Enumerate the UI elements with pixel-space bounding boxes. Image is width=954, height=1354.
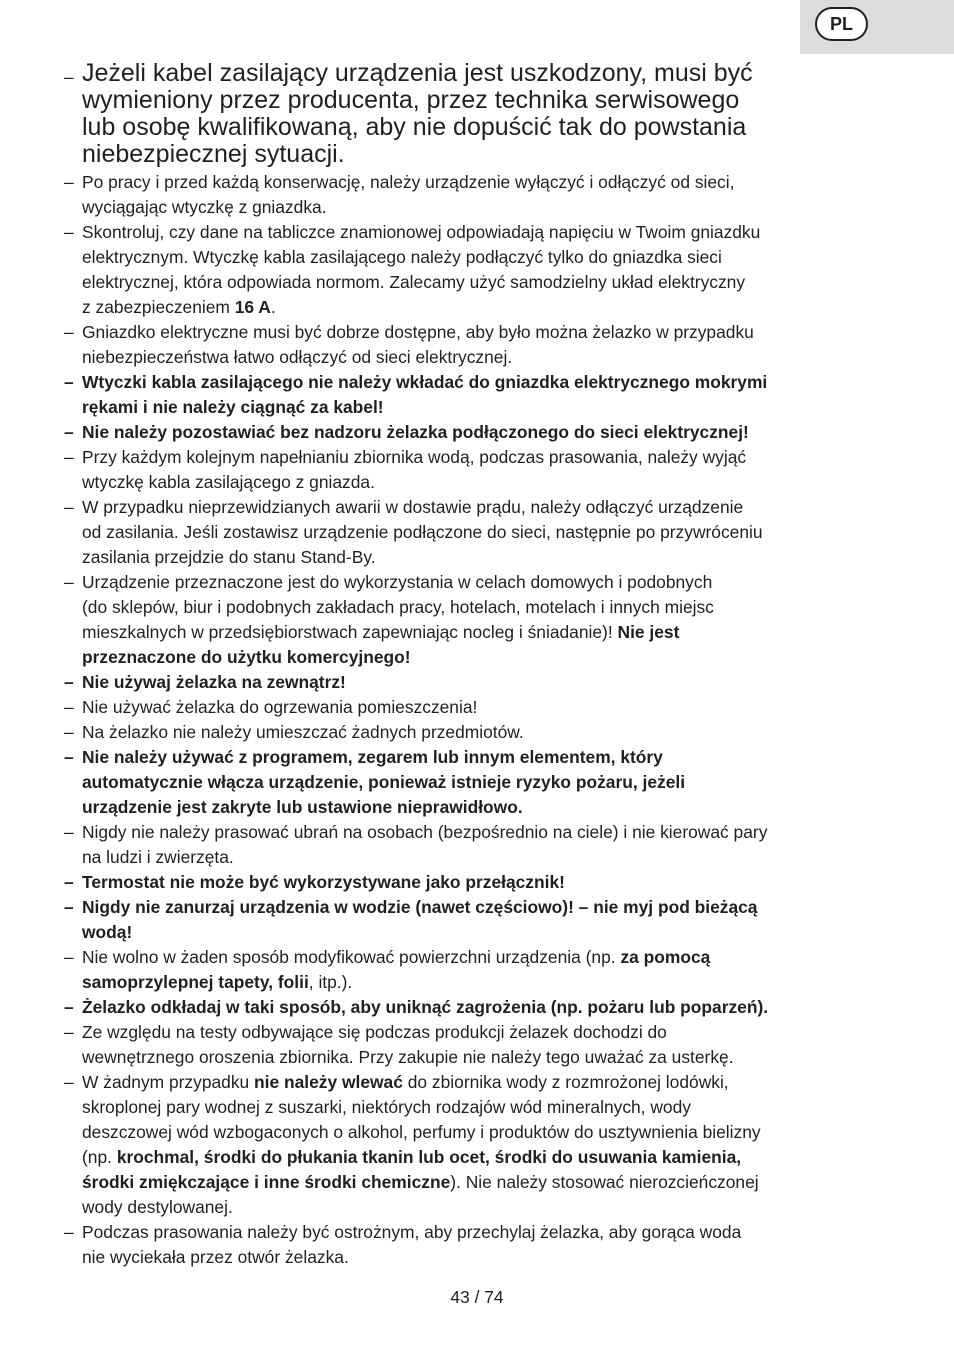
instruction-line <box>82 945 904 970</box>
instruction-item <box>64 60 904 168</box>
instruction-item <box>64 895 904 945</box>
instruction-line <box>82 295 904 320</box>
instruction-line <box>82 670 904 695</box>
instruction-line <box>82 395 904 420</box>
instruction-line <box>82 695 904 720</box>
text-segment: ). Nie należy stosować nierozcieńczonej <box>450 1172 759 1192</box>
instruction-line <box>82 220 904 245</box>
text-segment: Urządzenie przeznaczone jest do wykorzystania w celach domowych i podobnych <box>82 572 713 592</box>
text-segment: od zasilania. Jeśli zostawisz urządzenie podłączone do sieci, następnie po przywróceniu <box>82 522 763 542</box>
instruction-item <box>64 495 904 570</box>
text-segment: Nie należy pozostawiać bez nadzoru żelazka podłączonego do sieci elektrycznej! <box>82 422 749 442</box>
text-segment: Nie używać żelazka do ogrzewania pomieszczenia! <box>82 697 478 717</box>
instruction-line <box>82 114 904 141</box>
text-segment: wody destylowanej. <box>82 1197 233 1217</box>
text-segment: Nigdy nie zanurzaj urządzenia w wodzie (nawet częściowo)! – nie myj pod bieżącą <box>82 897 758 917</box>
dash-bullet: – <box>64 422 74 442</box>
instruction-item <box>64 870 904 895</box>
text-segment: urządzenie jest zakryte lub ustawione nieprawidłowo. <box>82 797 523 817</box>
instruction-item <box>64 420 904 445</box>
text-segment: Po pracy i przed każdą konserwację, należy urządzenie wyłączyć i odłączyć od sieci, <box>82 172 735 192</box>
text-segment: Nigdy nie należy prasować ubrań na osobach (bezpośrednio na ciele) i nie kierować pary <box>82 822 768 842</box>
instruction-line <box>82 595 904 620</box>
text-segment: lub osobę kwalifikowaną, aby nie dopuścić tak do powstania <box>82 113 747 141</box>
instruction-item <box>64 995 904 1020</box>
text-segment: elektrycznym. Wtyczkę kabla zasilającego należy podłączyć tylko do gniazdka sieci <box>82 247 722 267</box>
text-segment: rękami i nie należy ciągnąć za kabel! <box>82 397 384 417</box>
instruction-line <box>82 1095 904 1120</box>
text-segment: Nie wolno w żaden sposób modyfikować powierzchni urządzenia (np. <box>82 947 621 967</box>
bold-text: za pomocą <box>620 947 711 967</box>
instruction-item <box>64 170 904 220</box>
dash-bullet: – <box>64 447 74 467</box>
dash-bullet: – <box>64 822 74 842</box>
dash-bullet: – <box>64 722 74 742</box>
instruction-line <box>82 87 904 114</box>
instruction-item <box>64 820 904 870</box>
instruction-item <box>64 720 904 745</box>
text-segment: W żadnym przypadku <box>82 1072 255 1092</box>
text-segment: (do sklepów, biur i podobnych zakładach pracy, hotelach, motelach i innych miejsc <box>82 597 714 617</box>
instruction-line <box>82 1045 904 1070</box>
dash-bullet: – <box>64 67 74 87</box>
instruction-line <box>82 445 904 470</box>
dash-bullet: – <box>64 172 74 192</box>
instruction-line <box>82 845 904 870</box>
instruction-item <box>64 1070 904 1220</box>
instruction-line <box>82 545 904 570</box>
text-segment: Termostat nie może być wykorzystywane jako przełącznik! <box>82 872 565 892</box>
instruction-line <box>82 1195 904 1220</box>
instruction-line <box>82 420 904 445</box>
dash-bullet: – <box>64 1222 74 1242</box>
bold-text: środki zmiękczające i inne środki chemiczne <box>82 1172 451 1192</box>
text-segment: Podczas prasowania należy być ostrożnym, aby przechylaj żelazka, aby gorąca woda <box>82 1222 742 1242</box>
text-segment: Nie należy używać z programem, zegarem lub innym elementem, który <box>82 747 663 767</box>
instruction-item <box>64 445 904 495</box>
text-segment: nie wyciekała przez otwór żelazka. <box>82 1247 349 1267</box>
text-segment: elektrycznej, która odpowiada normom. Zalecamy użyć samodzielny układ elektryczny <box>82 272 746 292</box>
dash-bullet: – <box>64 897 74 917</box>
dash-bullet: – <box>64 322 74 342</box>
instruction-item <box>64 370 904 420</box>
instruction-line <box>82 570 904 595</box>
dash-bullet: – <box>64 672 74 692</box>
instruction-line <box>82 370 904 395</box>
instruction-item <box>64 220 904 320</box>
text-segment: . <box>270 297 276 317</box>
bold-text: krochmal, środki do płukania tkanin lub ocet, środki do usuwania kamienia, <box>116 1147 742 1167</box>
text-segment: skroplonej pary wodnej z suszarki, niektórych rodzajów wód mineralnych, wody <box>82 1097 691 1117</box>
instruction-line <box>82 995 904 1020</box>
instruction-line <box>82 1245 904 1270</box>
dash-bullet: – <box>64 222 74 242</box>
text-segment: wtyczkę kabla zasilającego z gniazda. <box>82 472 375 492</box>
instruction-line <box>82 245 904 270</box>
instruction-line <box>82 620 904 645</box>
text-segment: niebezpiecznej sytuacji. <box>82 140 345 168</box>
instruction-line <box>82 495 904 520</box>
text-segment: zasilania przejdzie do stanu Stand-By. <box>82 547 376 567</box>
text-segment: (np. <box>82 1147 117 1167</box>
text-segment: wymieniony przez producenta, przez technika serwisowego <box>82 86 740 114</box>
text-segment: na ludzi i zwierzęta. <box>82 847 234 867</box>
instruction-line <box>82 520 904 545</box>
dash-bullet: – <box>64 697 74 717</box>
instruction-line <box>82 745 904 770</box>
instruction-line <box>82 1020 904 1045</box>
instruction-item <box>64 695 904 720</box>
bold-text: samoprzylepnej tapety, folii <box>82 972 309 992</box>
text-segment: automatycznie włącza urządzenie, ponieważ istnieje ryzyko pożaru, jeżeli <box>82 772 686 792</box>
instruction-line <box>82 645 904 670</box>
instruction-line <box>82 1120 904 1145</box>
instruction-line <box>82 795 904 820</box>
instruction-line <box>82 920 904 945</box>
text-segment: niebezpieczeństwa łatwo odłączyć od sieci elektrycznej. <box>82 347 513 367</box>
instruction-line <box>82 1220 904 1245</box>
safety-instructions-list <box>64 60 904 1270</box>
text-segment: Przy każdym kolejnym napełnianiu zbiornika wodą, podczas prasowania, należy wyjąć <box>82 447 747 467</box>
instruction-item <box>64 1020 904 1070</box>
dash-bullet: – <box>64 872 74 892</box>
instruction-item <box>64 570 904 670</box>
bold-text: 16 A <box>234 297 271 317</box>
page-number: 43 / 74 <box>450 1287 504 1307</box>
instruction-item <box>64 945 904 995</box>
instruction-line <box>82 170 904 195</box>
instruction-line <box>82 1070 904 1095</box>
instruction-line <box>82 270 904 295</box>
instruction-item <box>64 1220 904 1270</box>
text-segment: Na żelazko nie należy umieszczać żadnych przedmiotów. <box>82 722 524 742</box>
instruction-line <box>82 720 904 745</box>
bold-text: przeznaczone do użytku komercyjnego! <box>82 647 411 667</box>
instruction-line <box>82 60 904 87</box>
text-segment: Nie używaj żelazka na zewnątrz! <box>82 672 346 692</box>
dash-bullet: – <box>64 947 74 967</box>
text-segment: do zbiornika wody z rozmrożonej lodówki, <box>402 1072 729 1092</box>
instruction-line <box>82 895 904 920</box>
text-segment: z zabezpieczeniem <box>82 297 235 317</box>
text-segment: , itp.). <box>308 972 353 992</box>
instruction-line <box>82 970 904 995</box>
text-segment: mieszkalnych w przedsiębiorstwach zapewniając nocleg i śniadanie)! <box>82 622 618 642</box>
instruction-line <box>82 1145 904 1170</box>
text-segment: Gniazdko elektryczne musi być dobrze dostępne, aby było można żelazko w przypadku <box>82 322 754 342</box>
instruction-line <box>82 141 904 168</box>
instruction-line <box>82 870 904 895</box>
text-segment: W przypadku nieprzewidzianych awarii w dostawie prądu, należy odłączyć urządzenie <box>82 497 744 517</box>
text-segment: Jeżeli kabel zasilający urządzenia jest uszkodzony, musi być <box>82 59 753 87</box>
instruction-line <box>82 195 904 220</box>
dash-bullet: – <box>64 747 74 767</box>
text-segment: wodą! <box>82 922 133 942</box>
text-segment: deszczowej wód wzbogaconych o alkohol, perfumy i produktów do usztywnienia bielizny <box>82 1122 761 1142</box>
instruction-item <box>64 320 904 370</box>
text-segment: Skontroluj, czy dane na tabliczce znamionowej odpowiadają napięciu w Twoim gniazdku <box>82 222 761 242</box>
bold-text: nie należy wlewać <box>254 1072 403 1092</box>
instruction-item <box>64 670 904 695</box>
instruction-item <box>64 745 904 820</box>
dash-bullet: – <box>64 1072 74 1092</box>
text-segment: Wtyczki kabla zasilającego nie należy wkładać do gniazdka elektrycznego mokrymi <box>82 372 768 392</box>
dash-bullet: – <box>64 1022 74 1042</box>
text-segment: Ze względu na testy odbywające się podczas produkcji żelazek dochodzi do <box>82 1022 667 1042</box>
instruction-line <box>82 770 904 795</box>
text-segment: Żelazko odkładaj w taki sposób, aby uniknąć zagrożenia (np. pożaru lub poparzeń). <box>82 997 769 1017</box>
instruction-line <box>82 470 904 495</box>
text-segment: wewnętrznego oroszenia zbiornika. Przy zakupie nie należy tego uważać za usterkę. <box>82 1047 734 1067</box>
bold-text: Nie jest <box>617 622 680 642</box>
dash-bullet: – <box>64 497 74 517</box>
instruction-line <box>82 1170 904 1195</box>
dash-bullet: – <box>64 372 74 392</box>
dash-bullet: – <box>64 572 74 592</box>
language-badge: PL <box>815 7 868 41</box>
instruction-line <box>82 345 904 370</box>
instruction-line <box>82 320 904 345</box>
text-segment: wyciągając wtyczkę z gniazdka. <box>82 197 327 217</box>
dash-bullet: – <box>64 997 74 1017</box>
instruction-line <box>82 820 904 845</box>
